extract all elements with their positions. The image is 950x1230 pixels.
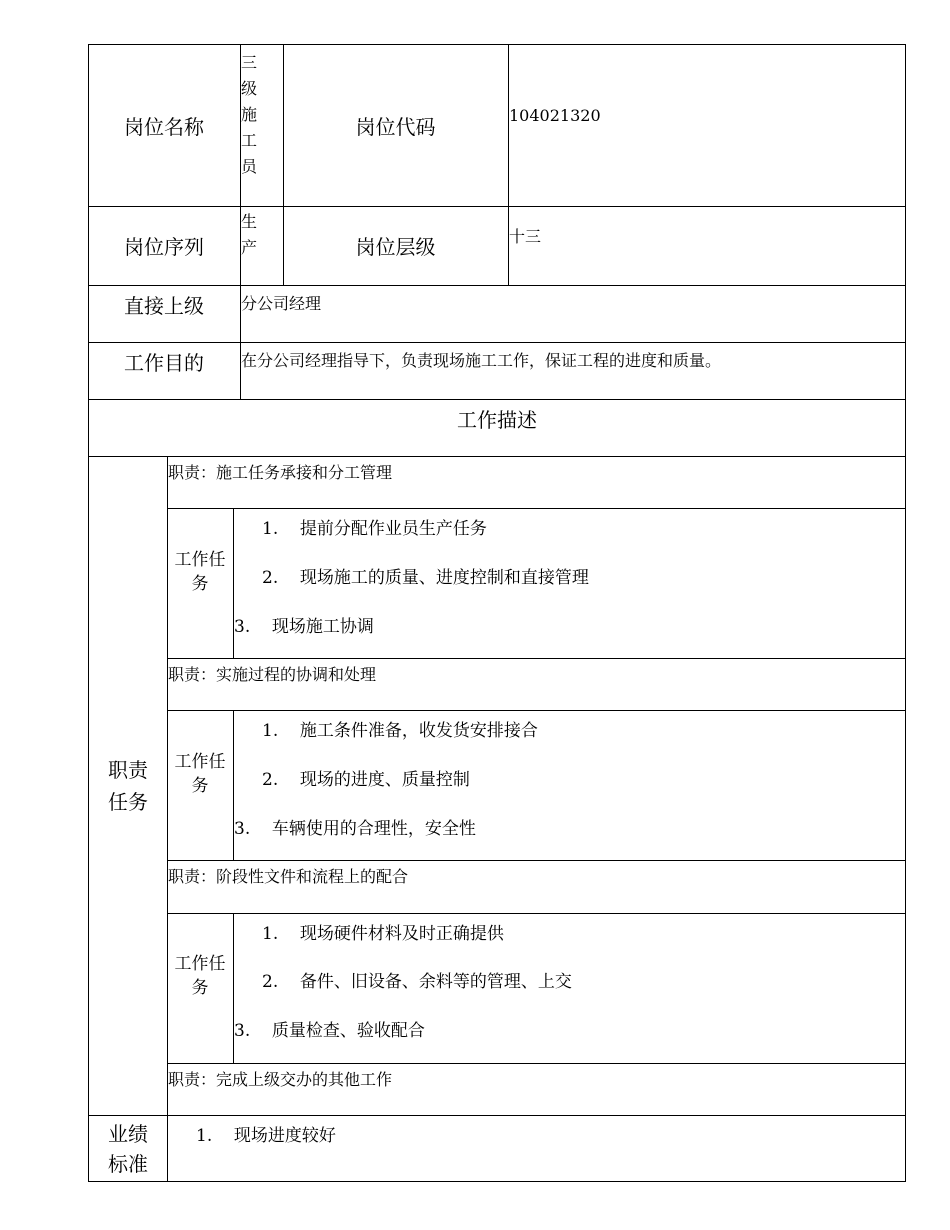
task-item: 2. 现场施工的质量、进度控制和直接管理 — [262, 568, 589, 588]
col-divider — [508, 44, 509, 285]
position-series-value: 生产 — [241, 212, 258, 257]
superior-label: 直接上级 — [124, 293, 204, 318]
position-code-value: 104021320 — [509, 106, 601, 125]
row-divider — [167, 710, 906, 711]
task-item: 3. 现场施工协调 — [234, 617, 374, 637]
duty-title: 职责：完成上级交办的其他工作 — [168, 1070, 393, 1089]
task-item: 2. 备件、旧设备、余料等的管理、上交 — [262, 972, 572, 992]
duties-label-text: 职责任务 — [108, 757, 148, 814]
performance-label — [96, 1115, 160, 1182]
position-level-value: 十三 — [509, 227, 542, 246]
duty-title: 职责：阶段性文件和流程上的配合 — [168, 867, 409, 886]
row-divider — [88, 1115, 906, 1116]
task-item: 3. 车辆使用的合理性，安全性 — [234, 819, 476, 839]
row-divider — [167, 860, 906, 861]
duty-title: 职责：施工任务承接和分工管理 — [168, 463, 393, 482]
position-series-label: 岗位序列 — [124, 235, 204, 259]
position-name-label: 岗位名称 — [124, 114, 204, 139]
duties-label — [96, 456, 160, 1115]
task-item: 2. 现场的进度、质量控制 — [262, 770, 470, 790]
position-name-value: 三级施工员 — [241, 53, 258, 176]
row-divider — [167, 1063, 906, 1064]
position-code-label: 岗位代码 — [355, 114, 436, 139]
task-label: 工作任务 — [174, 752, 226, 796]
task-item: 1. 施工条件准备，收发货安排接合 — [262, 721, 538, 741]
row-divider — [167, 913, 906, 914]
purpose-value: 在分公司经理指导下，负责现场施工工作，保证工程的进度和质量。 — [241, 351, 722, 370]
task-label: 工作任务 — [174, 550, 226, 594]
task-item: 1. 现场硬件材料及时正确提供 — [262, 924, 504, 944]
performance-item: 1. 现场进度较好 — [196, 1126, 336, 1146]
row-divider — [167, 508, 906, 509]
row-divider — [167, 658, 906, 659]
position-level-label: 岗位层级 — [355, 235, 436, 259]
task-item: 1. 提前分配作业员生产任务 — [262, 519, 487, 539]
description-title: 工作描述 — [457, 407, 537, 432]
performance-label-text: 业绩标准 — [108, 1121, 148, 1176]
task-item: 3. 质量检查、验收配合 — [234, 1021, 425, 1041]
superior-value: 分公司经理 — [241, 294, 322, 313]
row-divider — [88, 456, 906, 457]
purpose-label: 工作目的 — [124, 350, 204, 375]
duty-title: 职责：实施过程的协调和处理 — [168, 665, 377, 684]
task-label: 工作任务 — [174, 954, 226, 998]
